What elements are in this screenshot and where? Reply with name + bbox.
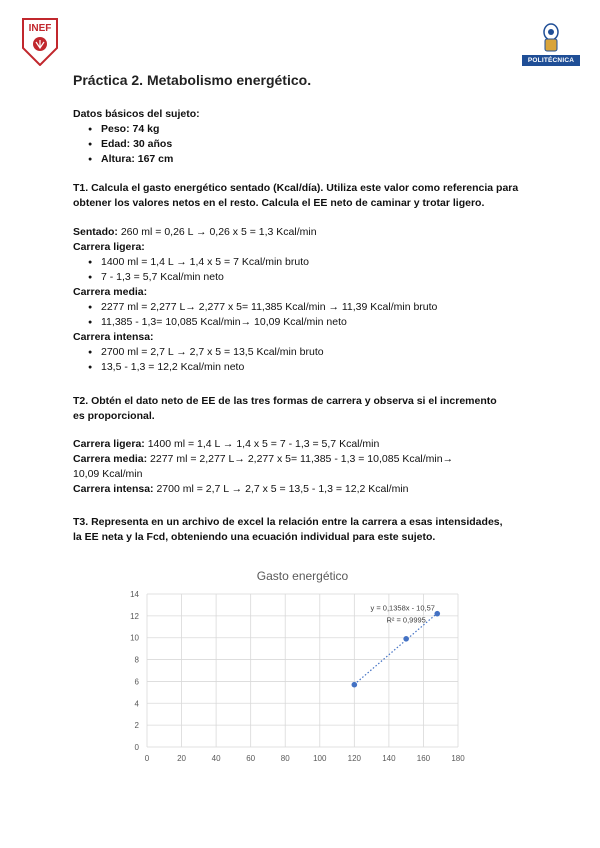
- x-tick-label: 160: [416, 754, 431, 763]
- y-tick-label: 0: [134, 743, 139, 752]
- y-tick-label: 8: [134, 655, 139, 665]
- subject-item-height: ● Altura: 167 cm: [73, 152, 543, 167]
- x-tick-label: 140: [382, 754, 396, 763]
- page-title: Práctica 2. Metabolismo energético.: [73, 72, 312, 88]
- data-point: [434, 611, 440, 617]
- energy-chart-svg: [120, 560, 470, 775]
- subject-item-weight: ● Peso: 74 kg: [73, 122, 543, 137]
- y-tick-label: 14: [130, 590, 139, 599]
- x-tick-label: 80: [280, 754, 290, 763]
- x-tick-label: 60: [246, 754, 256, 763]
- list-item: ● 2700 ml = 2,7 L → 2,7 x 5 = 13,5 Kcal/min bruto: [73, 345, 543, 360]
- energy-chart: [120, 560, 470, 775]
- t1-question-line-1: T1. Calcula el gasto energético sentado (Kcal/día). Utiliza este valor como referencia para: [73, 182, 519, 194]
- t1-medium-list: [73, 300, 543, 330]
- y-tick-label: 4: [134, 699, 139, 709]
- subject-item-age: ● Edad: 30 años: [73, 137, 543, 152]
- t2-question-line-2: es proporcional.: [73, 410, 155, 422]
- t3-question-line-1: T3. Representa en un archivo de excel la relación entre la carrera a esas intensidades,: [73, 516, 503, 528]
- t3-question: [73, 515, 543, 545]
- inef-logo-text: INEF: [28, 23, 52, 34]
- t1-answer: [73, 225, 543, 375]
- t1-seated: Sentado: 260 ml = 0,26 L → 0,26 x 5 = 1,3 Kcal/min: [73, 226, 317, 238]
- politecnica-logo: [522, 22, 580, 66]
- subject-heading: Datos básicos del sujeto:: [73, 108, 200, 120]
- x-tick-label: 100: [313, 754, 327, 763]
- trendline-r2: R² = 0,9995: [386, 615, 426, 625]
- t2-intense: Carrera intensa: 2700 ml = 2,7 L → 2,7 x 5 = 13,5 - 1,3 = 12,2 Kcal/min: [73, 483, 409, 495]
- t2-question-line-1: T2. Obtén el dato neto de EE de las tres formas de carrera y observa si el incremento: [73, 395, 497, 407]
- data-point: [352, 682, 358, 688]
- trendline-equation: y = 0,1358x - 10,57: [370, 603, 435, 613]
- t2-answer: [73, 437, 543, 497]
- t1-intense-list: [73, 345, 543, 375]
- t3-question-line-2: la EE neta y la Fcd, obteniendo una ecuación individual para este sujeto.: [73, 531, 436, 543]
- list-item: ● 1400 ml = 1,4 L → 1,4 x 5 = 7 Kcal/min bruto: [73, 255, 543, 270]
- x-tick-label: 120: [347, 754, 362, 763]
- subject-list: [73, 122, 543, 167]
- t1-light-list: [73, 255, 543, 285]
- list-item: ● 2277 ml = 2,277 L→ 2,277 x 5= 11,385 Kcal/min → 11,39 Kcal/min bruto: [73, 300, 543, 315]
- inef-logo: [22, 18, 58, 66]
- x-tick-label: 40: [211, 754, 221, 763]
- data-point: [403, 636, 409, 642]
- y-tick-label: 2: [134, 721, 139, 731]
- t1-medium-label: Carrera media:: [73, 286, 148, 298]
- list-item: ● 11,385 - 1,3= 10,085 Kcal/min→ 10,09 Kcal/min neto: [73, 315, 543, 330]
- y-tick-label: 10: [130, 633, 139, 643]
- politecnica-logo-text: POLITÉCNICA: [522, 55, 580, 66]
- list-item: ● 7 - 1,3 = 5,7 Kcal/min neto: [73, 270, 543, 285]
- list-item: ● 13,5 - 1,3 = 12,2 Kcal/min neto: [73, 360, 543, 375]
- x-tick-label: 180: [451, 754, 465, 763]
- t2-medium-cont: 10,09 Kcal/min: [73, 468, 143, 480]
- t1-question: [73, 181, 543, 211]
- t1-light-label: Carrera ligera:: [73, 241, 145, 253]
- subject-section: [73, 107, 543, 167]
- x-tick-label: 0: [144, 754, 150, 763]
- chart-title: Gasto energético: [256, 569, 349, 583]
- t2-question: [73, 394, 543, 424]
- y-tick-label: 6: [134, 677, 139, 687]
- x-tick-label: 20: [177, 754, 187, 763]
- t2-light: Carrera ligera: 1400 ml = 1,4 L → 1,4 x 5 = 7 - 1,3 = 5,7 Kcal/min: [73, 438, 380, 450]
- y-tick-label: 12: [130, 611, 139, 621]
- t2-medium: Carrera media: 2277 ml = 2,277 L→ 2,277 x 5= 11,385 - 1,3 = 10,085 Kcal/min→: [73, 453, 454, 465]
- t1-question-line-2: obtener los valores netos en el resto. Calcula el EE neto de caminar y trotar ligero.: [73, 197, 485, 209]
- t1-intense-label: Carrera intensa:: [73, 331, 154, 343]
